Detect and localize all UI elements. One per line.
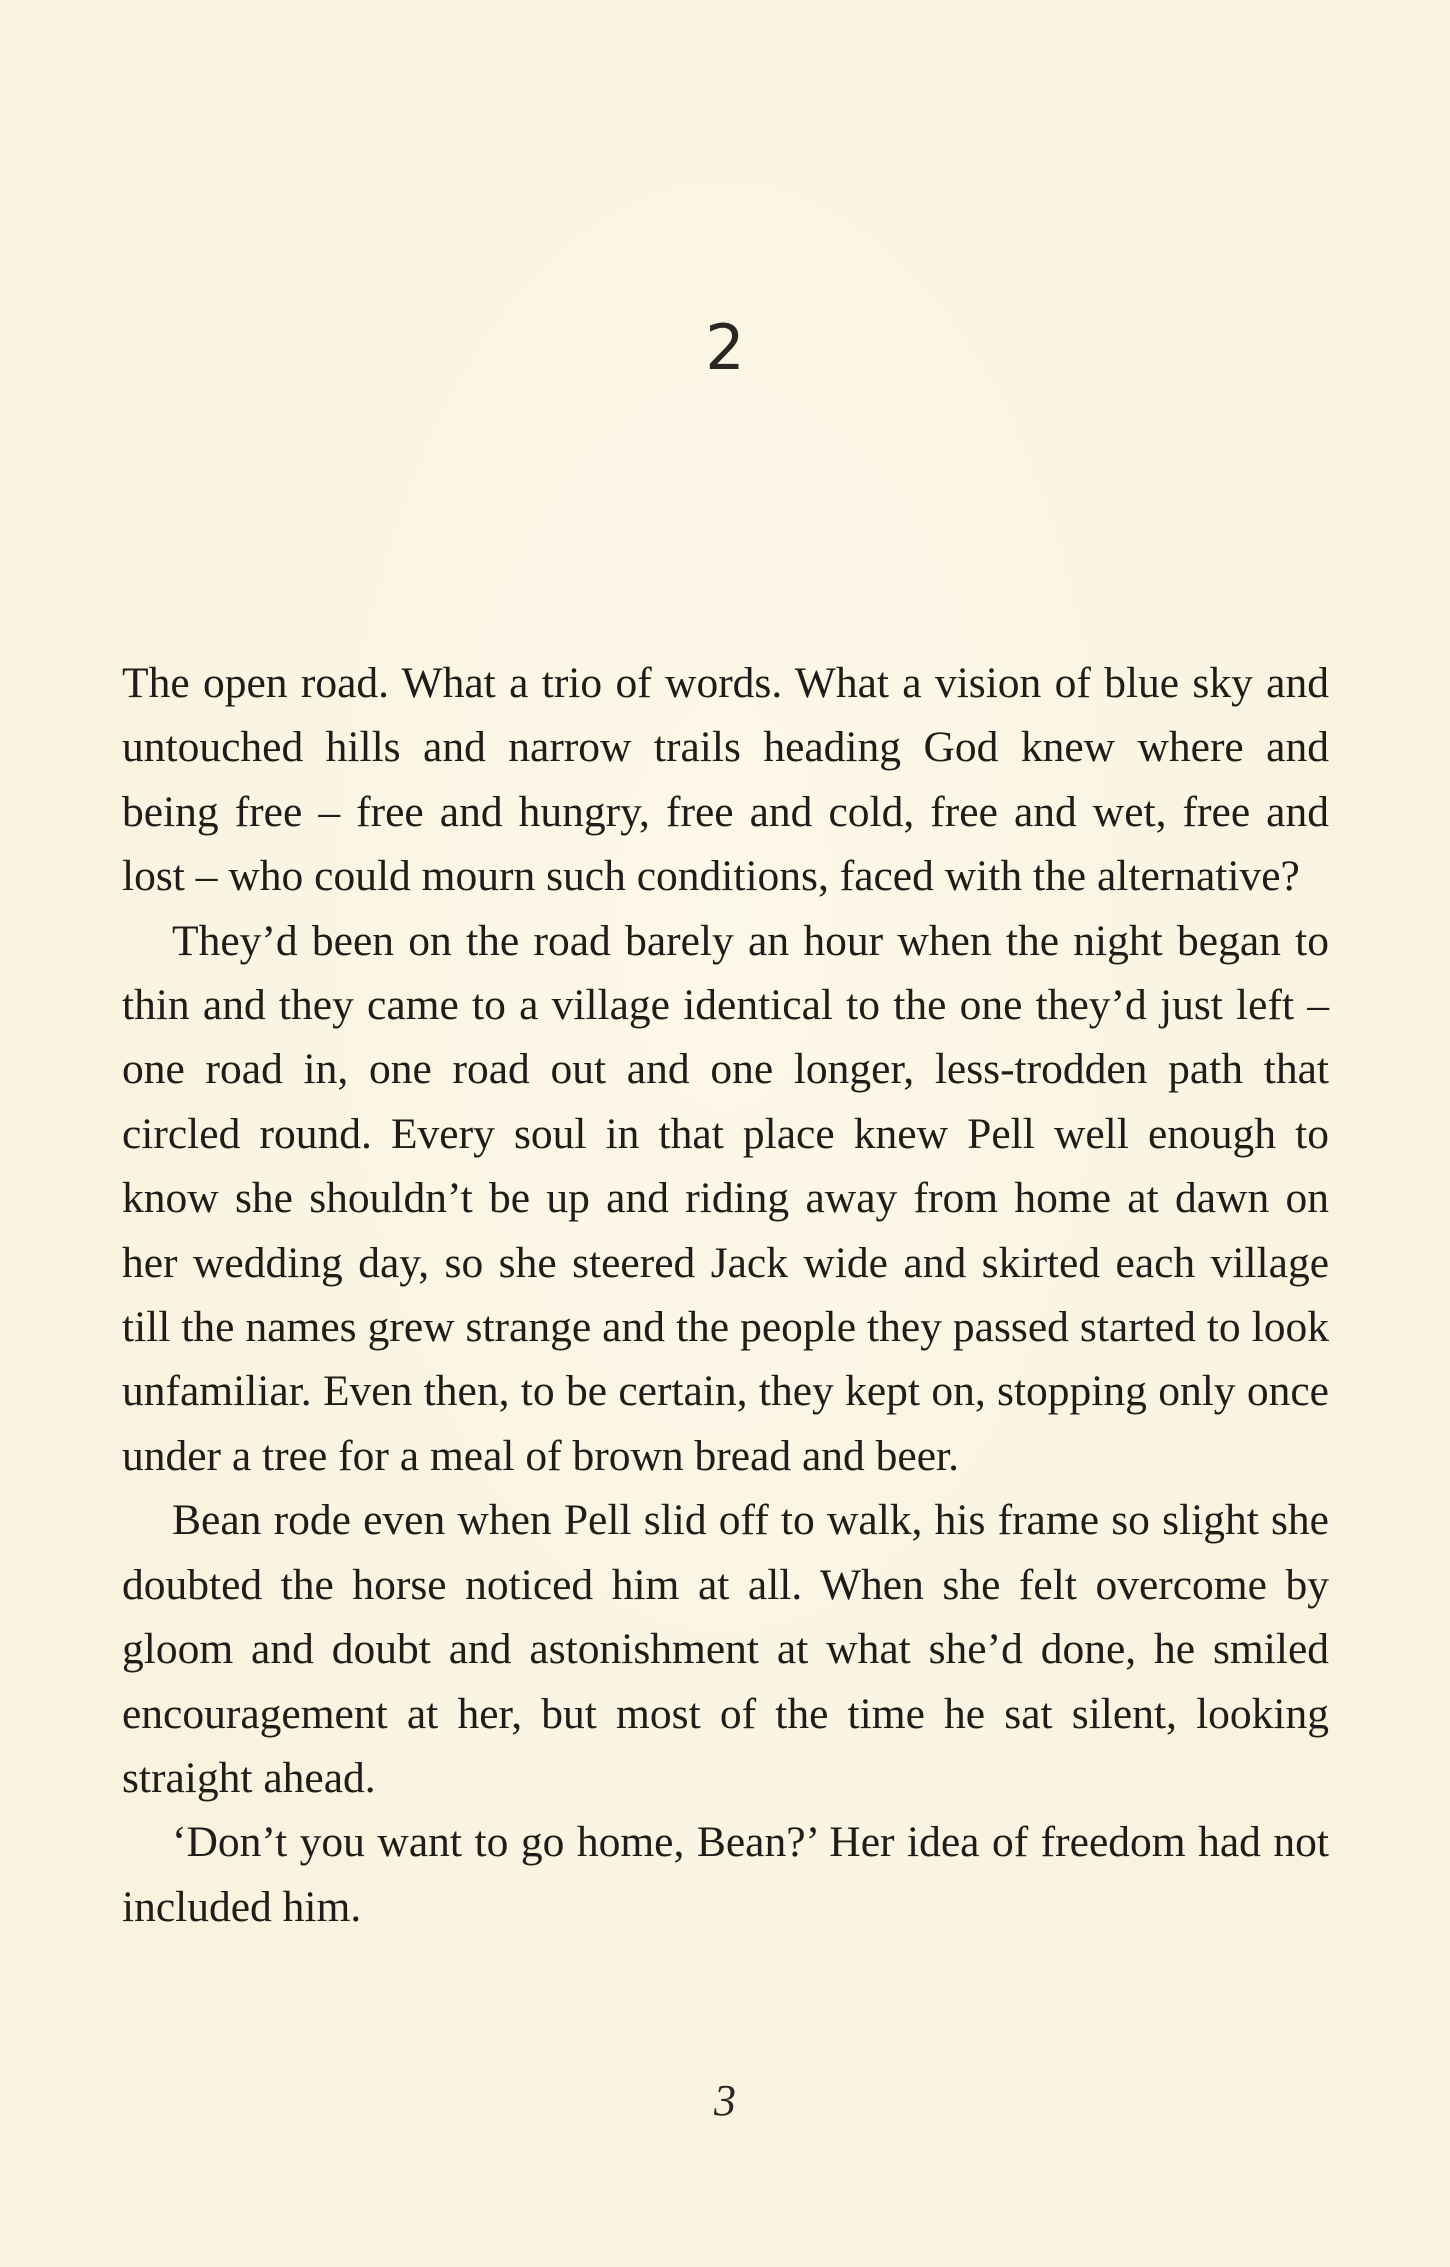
paragraph: Bean rode even when Pell slid off to walk, his frame so slight she doubted the horse noticed him at all. When she felt overcome by gloom and doubt and astonishment at what she’d done, he smiled encouragement at her, but most of the time he sat silent, looking straight ahead. [122,1496,1329,1802]
chapter-number: 2 [705,311,745,384]
body-text [122,651,1329,1939]
paragraph: They’d been on the road barely an hour when the night began to thin and they came to a village identical to the one they’d just left – one road in, one road out and one longer, less-trodden path that circled round. Every soul in that place knew Pell well enough to know she shouldn’t be up and riding away from home at dawn on her wedding day, so she steered Jack wide and skirted each village till the names grew strange and the people they passed started to look unfamiliar. Even then, to be certain, they kept on, stopping only once under a tree for a meal of brown bread and beer. [122,916,1329,1480]
paragraph: The open road. What a trio of words. What a vision of blue sky and untouched hills and narrow trails heading God knew where and being free – free and hungry, free and cold, free and wet, free and lost – who could mourn such conditions, faced with the alternative? [122,659,1329,901]
paragraph: ‘Don’t you want to go home, Bean?’ Her idea of freedom had not included him. [122,1818,1329,1931]
page-number: 3 [714,2076,736,2125]
